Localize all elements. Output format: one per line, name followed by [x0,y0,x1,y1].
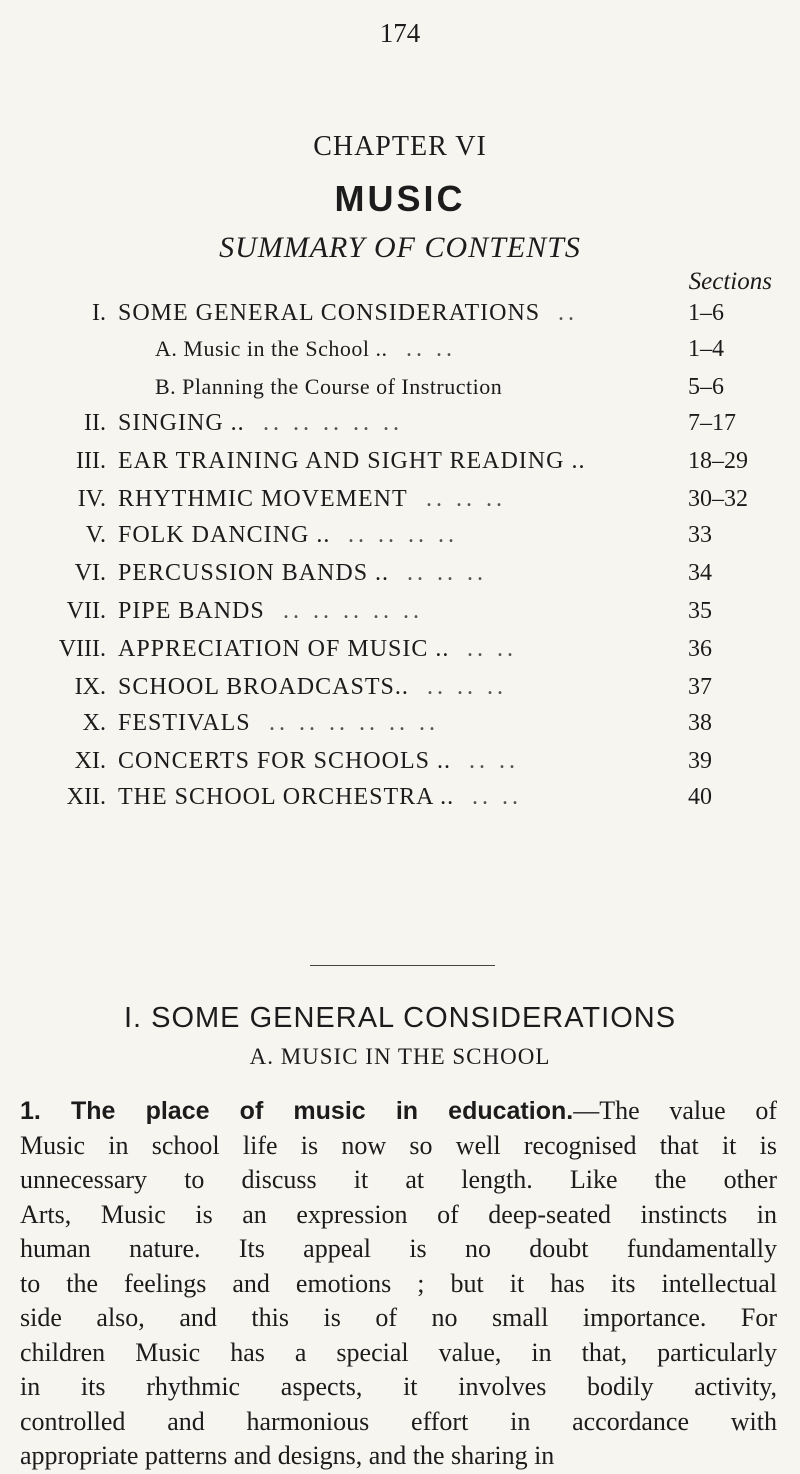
toc-sections: 37 [688,674,712,700]
paragraph-line: children Music has a special value, in that, particularly [20,1337,777,1367]
toc-row [0,300,800,334]
toc-number: VIII. [58,636,106,662]
toc-leader-dots: .. .. [472,784,522,810]
toc-title: FESTIVALS [118,710,251,736]
toc-sections: 30–32 [688,486,748,512]
toc-sections: 34 [688,560,712,586]
toc-title: RHYTHMIC MOVEMENT [118,486,408,512]
divider-rule [310,965,495,966]
toc-sections: 1–6 [688,300,724,326]
toc-row [0,448,800,482]
toc-row [0,374,800,408]
paragraph-line [20,1094,777,1129]
page-number: 174 [379,18,421,48]
toc-title: A. Music in the School .. [155,336,388,361]
paragraph-line: controlled and harmonious effort in accordance with [20,1406,777,1436]
toc-row [0,748,800,782]
toc-row [0,674,800,708]
paragraph-line: unnecessary to discuss it at length. Like the other [20,1165,777,1194]
toc-sections: 7–17 [688,410,736,436]
toc-number: VII. [66,598,106,624]
toc-number: III. [76,448,106,474]
toc-title: THE SCHOOL ORCHESTRA .. [118,784,455,810]
toc-leader-dots: .. .. [469,748,519,774]
toc-title: CONCERTS FOR SCHOOLS .. [118,748,451,774]
toc-leader-dots: .. .. .. [407,560,487,586]
paragraph-line: to the feelings and emotions ; but it has its intellectual [20,1268,777,1298]
toc-sections: 40 [688,784,712,810]
toc-row [0,710,800,744]
chapter-label: CHAPTER VI [313,131,487,162]
body-paragraph [20,1094,777,1474]
toc-row [0,784,800,818]
toc-leader-dots: .. .. .. [426,486,506,512]
paragraph-line: Arts, Music is an expression of deep-seated instincts in [20,1199,777,1229]
toc-row [0,336,800,370]
paragraph-line: in its rhythmic aspects, it involves bodily activity, [20,1372,777,1401]
paragraph-lead: 1. The place of music in education. [20,1097,574,1125]
toc-sections: 35 [688,598,712,624]
toc-title: EAR TRAINING AND SIGHT READING .. [118,448,586,474]
toc-leader-dots: .. .. [406,336,456,362]
toc-title: B. Planning the Course of Instruction [155,374,503,399]
toc-number: I. [92,300,106,326]
paragraph-line: human nature. Its appeal is no doubt fundamentally [20,1234,777,1263]
toc-title: FOLK DANCING .. [118,522,331,548]
toc-row [0,410,800,444]
toc-number: IX. [74,674,106,700]
toc-leader-dots: .. .. .. .. [348,522,458,548]
toc-number: XI. [74,748,106,774]
section-heading: I. SOME GENERAL CONSIDERATIONS [123,1002,677,1034]
toc-number: VI. [74,560,106,586]
toc-leader-dots: .. .. [467,636,517,662]
sections-column-label: Sections [688,268,772,295]
toc-row [0,522,800,556]
toc-number: IV. [77,486,106,512]
toc-title: SINGING .. [118,410,245,436]
paragraph-line: side also, and this is of no small importance. For [20,1303,777,1332]
toc-title: PIPE BANDS [118,598,265,624]
summary-heading: SUMMARY OF CONTENTS [219,231,581,264]
paragraph-line: Music in school life is now so well recognised that it is [20,1130,777,1160]
toc-leader-dots: .. .. .. .. .. .. [269,710,439,736]
toc-number: X. [82,710,106,736]
toc-title: APPRECIATION OF MUSIC .. [118,636,450,662]
toc-leader-dots: .. [558,300,578,326]
toc-title: PERCUSSION BANDS .. [118,560,390,586]
chapter-title: MUSIC [334,178,466,219]
toc-sections: 36 [688,636,712,662]
toc-title: SCHOOL BROADCASTS.. [118,674,409,700]
toc-sections: 33 [688,522,712,548]
toc-leader-dots: .. .. .. [427,674,507,700]
toc-row [0,598,800,632]
toc-sections: 18–29 [688,448,748,474]
paragraph-line-text: —The value of [573,1096,777,1125]
toc-sections: 39 [688,748,712,774]
toc-sections: 1–4 [688,336,724,362]
toc-sections: 38 [688,710,712,736]
toc-row [0,636,800,670]
toc-leader-dots: .. .. .. .. .. [263,410,403,436]
toc-number: V. [85,522,106,548]
paragraph-line: appropriate patterns and designs, and the sharing in [20,1441,555,1470]
toc-number: XII. [66,784,106,810]
section-subheading: A. MUSIC IN THE SCHOOL [249,1044,551,1069]
toc-leader-dots: .. .. .. .. .. [283,598,423,624]
toc-title: SOME GENERAL CONSIDERATIONS [118,300,541,326]
toc-number: II. [84,410,106,436]
toc-row [0,560,800,594]
toc-row [0,486,800,520]
toc-sections: 5–6 [688,374,724,400]
